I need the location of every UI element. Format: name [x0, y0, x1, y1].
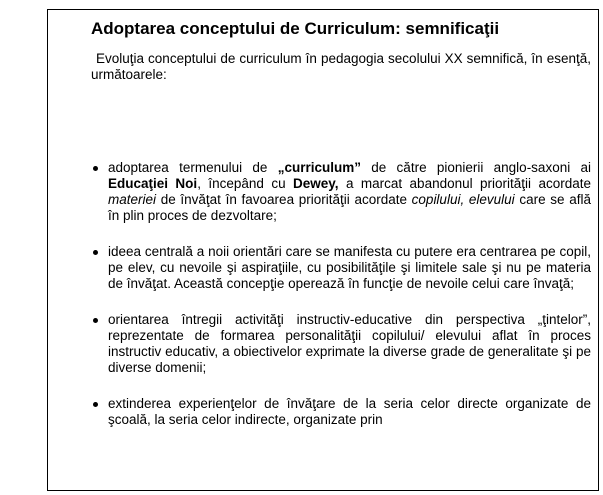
- document-content: [91, 18, 591, 427]
- list-item: [91, 312, 591, 376]
- bullet-icon: [93, 166, 98, 171]
- bullet-icon: [93, 250, 98, 255]
- text-segment: care se află în plin proces de dezvoltare;: [108, 192, 591, 223]
- list-item: [91, 396, 591, 428]
- bullet-icon: [93, 402, 98, 407]
- bullet-text: extinderea experienţelor de învăţare de la seria celor directe organizate de şcoală, la seria celor indirecte, organizate prin: [108, 396, 591, 427]
- bullet-list: [91, 160, 591, 448]
- bullet-icon: [93, 318, 98, 323]
- document-frame: [47, 9, 599, 491]
- list-item: [91, 244, 591, 292]
- bullet-text: ideea centrală a noii orientări care se manifesta cu putere era centrarea pe copil, pe elev, cu nevoile şi aspiraţiile, cu posibilităţile şi limitele sale şi nu pe materia de învăţat. Această concepţie operează în funcţie de nevoile celui care învaţă;: [108, 244, 591, 291]
- page-title: Adoptarea conceptului de Curriculum: semnificaţii: [91, 19, 500, 38]
- text-segment: de învăţat în favoarea priorităţii acordate: [156, 192, 412, 207]
- bullet-text: orientarea întregii activităţi instructiv-educative din perspectiva „ţintelor”, reprezentate de formarea personalităţii copilului/ elevului aflat în proces instructiv educativ, a obiectivelor exprimate la diverse grade de generalitate şi pe diverse domenii;: [108, 312, 591, 375]
- text-segment: adoptarea termenului de: [108, 160, 278, 175]
- term-educatia-noua: Educaţiei Noi: [108, 176, 198, 191]
- term-materiei: materiei: [108, 192, 157, 207]
- text-segment: de către pionierii anglo-saxoni ai: [360, 160, 591, 175]
- term-dewey: Dewey,: [293, 176, 339, 191]
- bullet-text: [108, 160, 591, 223]
- list-item: [91, 160, 591, 224]
- term-curriculum: „curriculum”: [277, 160, 361, 175]
- text-segment: a marcat abandonul priorităţii acordate: [338, 176, 591, 191]
- text-segment: , începând cu: [197, 176, 293, 191]
- term-copilului-elevului: copilului, elevului: [411, 192, 515, 207]
- intro-paragraph: Evoluţia conceptului de curriculum în pedagogia secolului XX semnifică, în esenţă, următoarele:: [91, 51, 591, 82]
